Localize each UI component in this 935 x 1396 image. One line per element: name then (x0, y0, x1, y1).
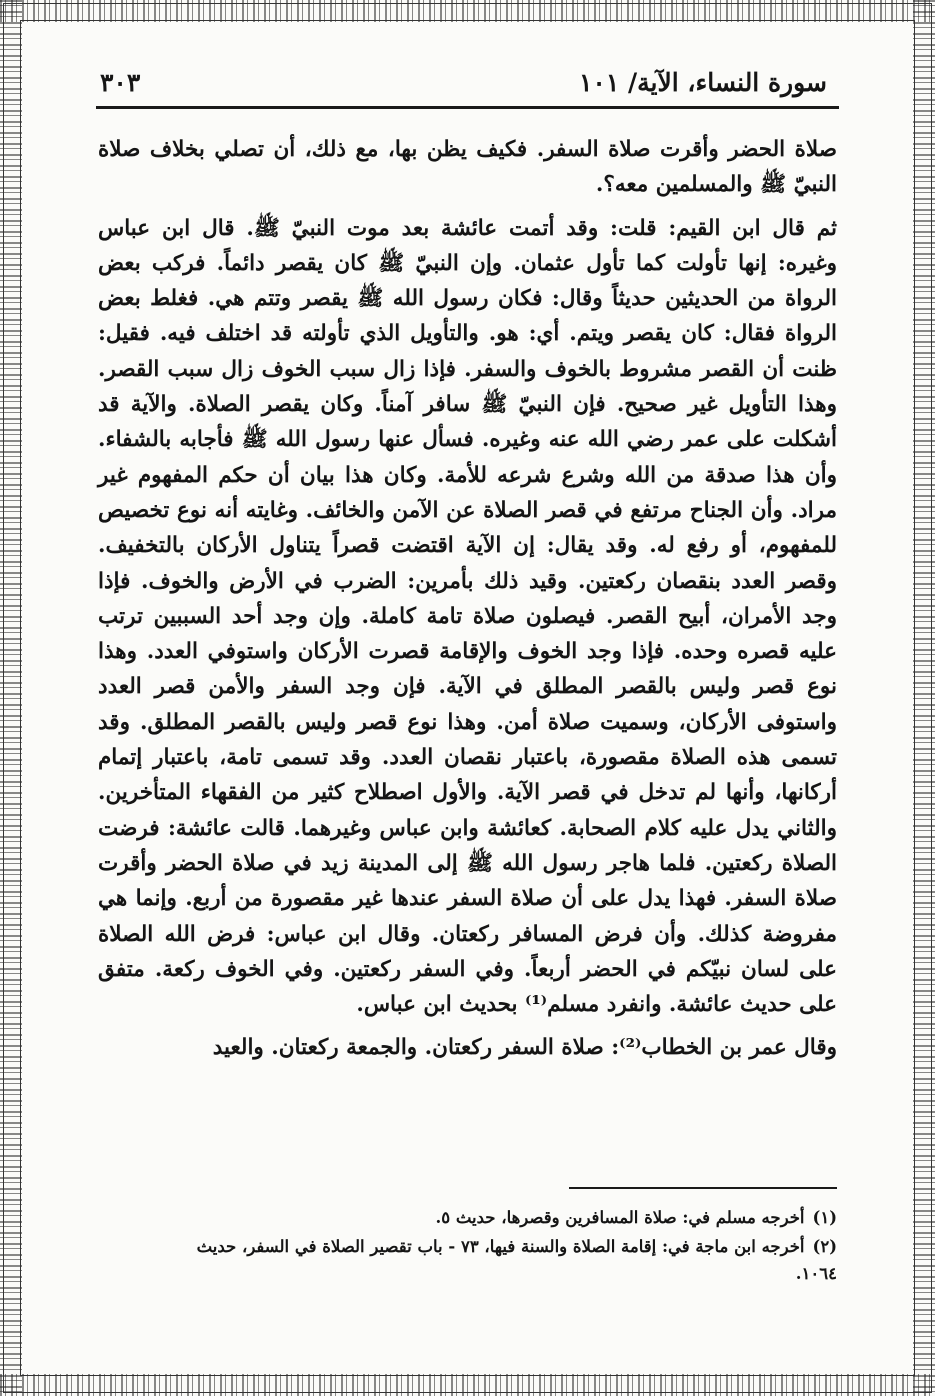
footnote-1 (98, 1204, 837, 1231)
footnote-divider (569, 1187, 837, 1189)
header-divider (96, 106, 839, 109)
running-header-title: سورة النساء، الآية/ ١٠١ (579, 67, 827, 97)
footnote-1-text: أخرجه مسلم في: صلاة المسافرين وقصرها، حديث ٥. (435, 1208, 805, 1227)
footnote-2-number: (٢) (812, 1237, 837, 1256)
footnote-2-text: أخرجه ابن ماجة في: إقامة الصلاة والسنة فيها، ٧٣ - باب تقصير الصلاة في السفر، حديث (196, 1237, 805, 1256)
main-text (98, 132, 837, 1066)
paragraph-3: وقال عمر بن الخطاب⁽²⁾: صلاة السفر ركعتان. والجمعة ركعتان. والعيد (212, 1035, 837, 1061)
footnote-2 (98, 1233, 837, 1287)
footnote-1-number: (١) (812, 1208, 837, 1227)
footnotes (98, 1204, 837, 1289)
footnote-2-continuation: ١٠٦٤. (795, 1264, 837, 1283)
running-header (100, 62, 827, 102)
page-number: ٣٠٣ (100, 67, 141, 97)
paragraph-1: صلاة الحضر وأقرت صلاة السفر. فكيف يظن بها، مع ذلك، أن تصلي بخلاف صلاة النبيّ ﷺ والمسلمين معه؟. (98, 137, 837, 198)
paragraph-2: ثم قال ابن القيم: قلت: وقد أتمت عائشة بعد موت النبيّ ﷺ. قال ابن عباس وغيره: إنها تأولت كما تأول عثمان. وإن النبيّ ﷺ كان يقصر دائماً. فركب بعض الرواة من الحديثين حديثاً وقال: فكان رسول الله ﷺ يقصر وتتم هي. فغلط بعض الرواة فقال: كان يقصر ويتم. أي: هو. والتأويل الذي تأولته قد اختلف فيه. فقيل: ظنت أن القصر مشروط بالخوف والسفر. فإذا زال سبب الخوف زال سبب القصر. وهذا التأويل غير صحيح. فإن النبيّ ﷺ سافر آمناً. وكان يقصر الصلاة. والآية قد أشكلت على عمر رضي الله عنه وغيره. فسأل عنها رسول الله ﷺ فأجابه بالشفاء. وأن هذا صدقة من الله وشرع شرعه للأمة. وكان هذا بيان أن حكم المفهوم غير مراد. وأن الجناح مرتفع في قصر الصلاة عن الآمن والخائف. وغايته أنه نوع تخصيص للمفهوم، أو رفع له. وقد يقال: إن الآية اقتضت قصراً يتناول الأركان بالتخفيف. وقصر العدد بنقصان ركعتين. وقيد ذلك بأمرين: الضرب في الأرض والخوف. فإذا وجد الأمران، أبيح القصر. فيصلون صلاة تامة كاملة. وإن وجد أحد السببين ترتب عليه قصره وحده. فإذا وجد الخوف والإقامة قصرت الأركان واستوفي العدد. وهذا نوع قصر وليس بالقصر المطلق في الآية. فإن وجد السفر والأمن قصر العدد واستوفى الأركان، وسميت صلاة أمن. وهذا نوع قصر وليس بالقصر المطلق. وقد تسمى هذه الصلاة مقصورة، باعتبار نقصان العدد. وقد تسمى تامة، باعتبار إتمام أركانها، وأنها لم تدخل في قصر الآية. والأول اصطلاح كثير من الفقهاء المتأخرين. والثاني يدل عليه كلام الصحابة. كعائشة وابن عباس وغيرهما. قالت عائشة: فرضت الصلاة ركعتين. فلما هاجر رسول الله ﷺ إلى المدينة زيد في صلاة الحضر وأقرت صلاة السفر. فهذا يدل على أن صلاة السفر عندها غير مقصورة من أربع. وإنما هي مفروضة كذلك. وأن فرض المسافر ركعتان. وقال ابن عباس: فرض الله الصلاة على لسان نبيّكم في الحضر أربعاً. وفي السفر ركعتين. وفي الخوف ركعة. متفق على حديث عائشة. وانفرد مسلم⁽¹⁾ بحديث ابن عباس. (98, 215, 837, 1018)
